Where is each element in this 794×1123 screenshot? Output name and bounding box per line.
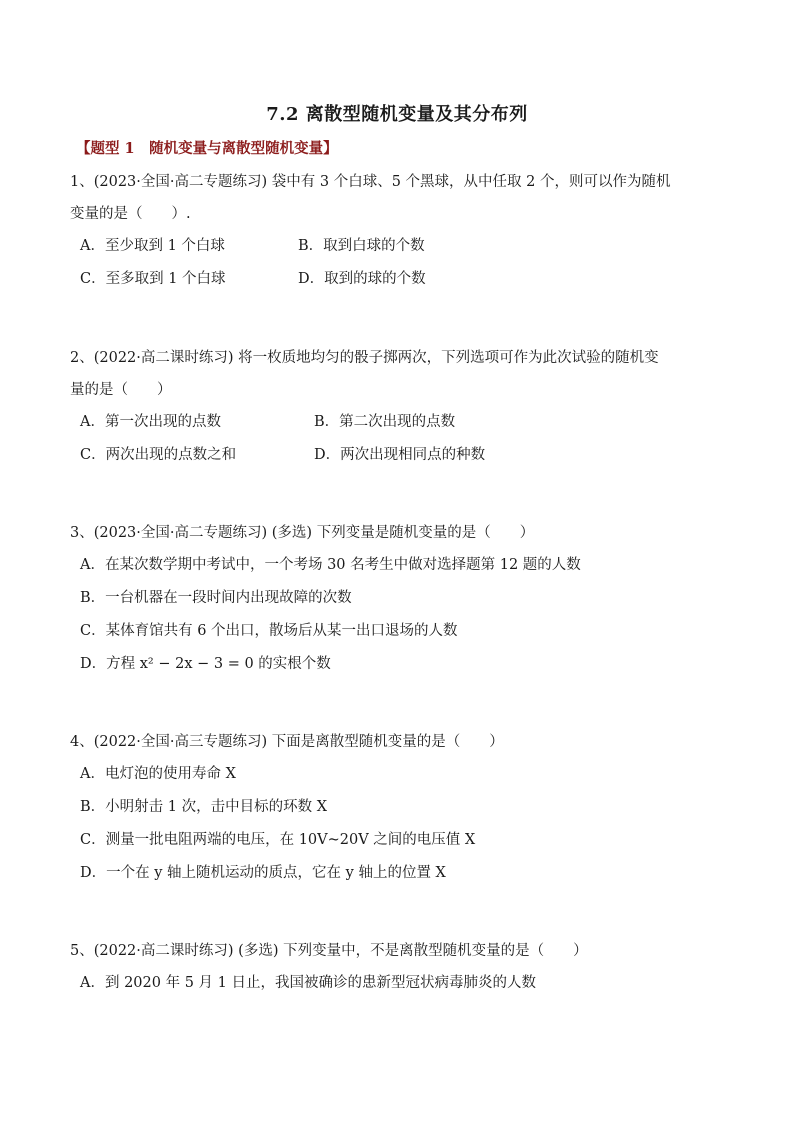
question-2-option-b: B．第二次出现的点数: [314, 414, 456, 430]
question-4-stem: 4、(2022·全国·高三专题练习) 下面是离散型随机变量的是（ ）: [70, 734, 504, 750]
question-2-stem-line1: 2、(2022·高二课时练习) 将一枚质地均匀的骰子掷两次，下列选项可作为此次试验的随机变: [70, 350, 659, 366]
question-3-stem: 3、(2023·全国·高二专题练习) (多选) 下列变量是随机变量的是（ ）: [70, 525, 535, 541]
question-4-option-c: C．测量一批电阻两端的电压，在 10V~20V 之间的电压值 X: [80, 832, 476, 848]
question-1-option-a: A．至少取到 1 个白球: [80, 238, 225, 254]
question-1-stem-line2: 变量的是（ ）.: [70, 206, 191, 222]
question-2-option-d: D．两次出现相同点的种数: [314, 447, 486, 463]
question-2-stem-line2: 量的是（ ）: [70, 382, 172, 398]
page-title: 7.2 离散型随机变量及其分布列: [266, 104, 528, 125]
question-3-option-b: B．一台机器在一段时间内出现故障的次数: [80, 590, 352, 606]
question-4-option-a: A．电灯泡的使用寿命 X: [80, 766, 236, 782]
question-4-option-d: D．一个在 y 轴上随机运动的质点，它在 y 轴上的位置 X: [80, 865, 446, 881]
question-3-option-a: A．在某次数学期中考试中，一个考场 30 名考生中做对选择题第 12 题的人数: [80, 557, 581, 573]
section-heading: 【题型 1 随机变量与离散型随机变量】: [76, 140, 338, 157]
question-1-option-c: C．至多取到 1 个白球: [80, 271, 226, 287]
question-5-option-a: A．到 2020 年 5 月 1 日止，我国被确诊的患新型冠状病毒肺炎的人数: [80, 975, 536, 991]
question-3-option-c: C．某体育馆共有 6 个出口，散场后从某一出口退场的人数: [80, 623, 458, 639]
question-1-stem-line1: 1、(2023·全国·高二专题练习) 袋中有 3 个白球、5 个黑球，从中任取 2 个，则可以作为随机: [70, 174, 671, 190]
question-3-option-d: D．方程 x² − 2x − 3 = 0 的实根个数: [80, 656, 331, 672]
question-2-option-a: A．第一次出现的点数: [80, 414, 221, 430]
question-1-option-b: B．取到白球的个数: [298, 238, 425, 254]
question-5-stem: 5、(2022·高二课时练习) (多选) 下列变量中，不是离散型随机变量的是（ ）: [70, 943, 588, 959]
question-1-option-d: D．取到的球的个数: [298, 271, 426, 287]
question-4-option-b: B．小明射击 1 次，击中目标的环数 X: [80, 799, 328, 815]
question-2-option-c: C．两次出现的点数之和: [80, 447, 237, 463]
